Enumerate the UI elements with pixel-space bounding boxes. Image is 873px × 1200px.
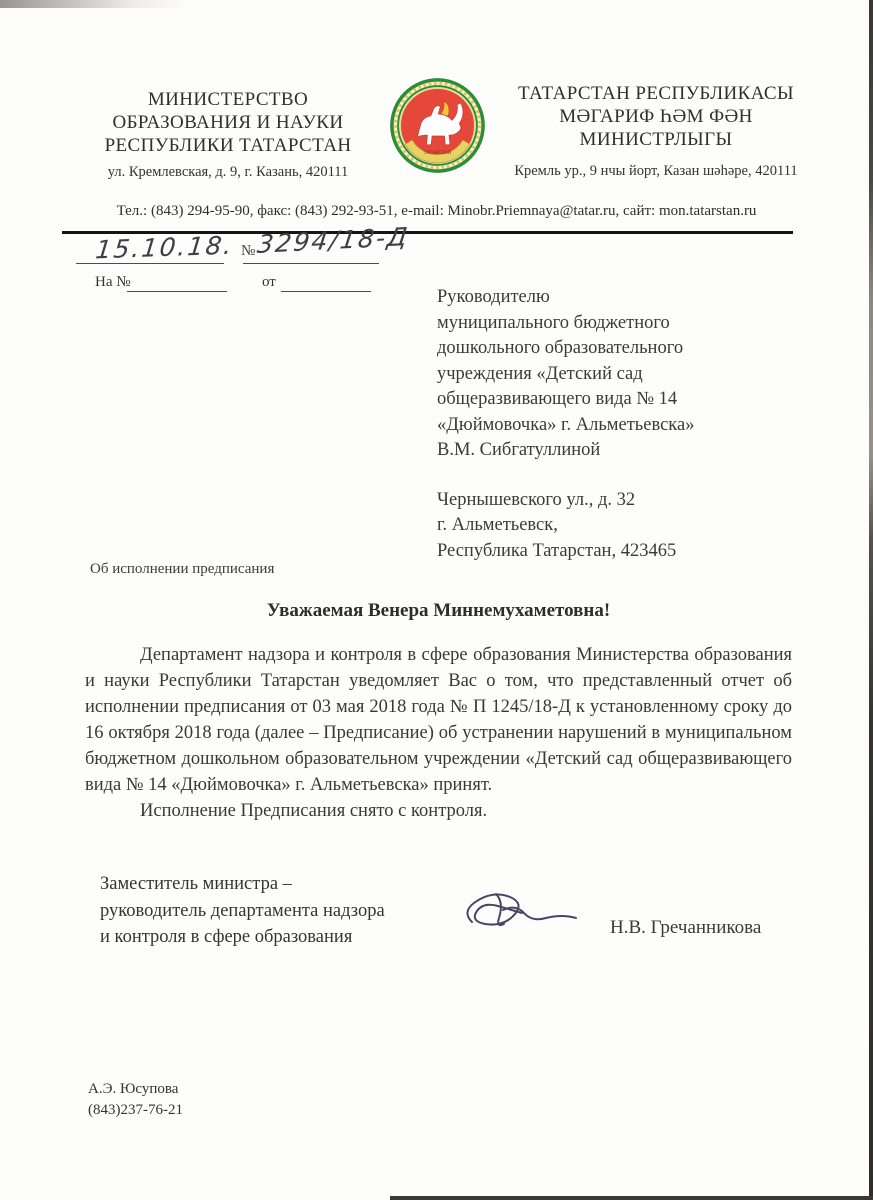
ministry-name-ru-line2: ОБРАЗОВАНИЯ И НАУКИ <box>112 112 344 133</box>
handwritten-date: 15.10.18. <box>94 230 236 265</box>
subject-line: Об исполнении предписания <box>90 561 275 577</box>
recipient-line: учреждения «Детский сад <box>437 363 643 384</box>
scan-artifact-right-edge <box>869 0 873 1200</box>
emblem-band-text: ТАТАРСТАН <box>423 151 452 157</box>
recipient-line: дошкольного образовательного <box>437 338 684 358</box>
body-paragraph-2: Исполнение Предписания снято с контроля. <box>140 801 488 821</box>
ministry-name-tt-line3: МИНИСТРЛЫГЫ <box>579 129 733 150</box>
handwritten-number: 3294/18-Д <box>255 222 411 259</box>
scan-artifact-top-edge <box>0 0 190 8</box>
ministry-name-tt-line1: ТАТАРСТАН РЕСПУБЛИКАСЫ <box>518 83 794 104</box>
signer-position-line: руководитель департамента надзора <box>100 900 385 921</box>
number-underline <box>243 263 379 264</box>
letter-body <box>85 642 792 824</box>
signer-position-block <box>100 871 385 951</box>
recipient-line: В.М. Сибгатуллиной <box>437 440 601 460</box>
recipient-block <box>437 285 782 564</box>
reply-from-label: от <box>262 274 276 290</box>
body-paragraph-1: Департамент надзора и контроля в сфере образования Министерства образования и науки Республики Татарстан уведомляет Вас о том, что представленный отчет об исполнении предписания от 03 мая 2018 года № П 1245/18-Д к установленному сроку до 16 октября 2018 года (далее – Предписание) об устранении нарушений в муниципальном бюджетном дошкольном образовательном учреждении «Детский сад общеразвивающего вида № 14 «Дюймовочка» г. Альметьевска» принят. <box>85 645 792 795</box>
tatarstan-coat-of-arms-icon <box>389 77 486 174</box>
recipient-line: Руководителю <box>437 287 550 307</box>
executor-name: А.Э. Юсупова <box>88 1081 179 1097</box>
ministry-address-tatar: Кремль ур., 9 нчы йорт, Казан шәһәре, 420111 <box>514 163 798 179</box>
signer-position-line: и контроля в сфере образования <box>100 927 353 947</box>
reply-number-underline <box>127 291 227 292</box>
executor-phone: (843)237-76-21 <box>88 1102 183 1118</box>
recipient-address-line: Республика Татарстан, 423465 <box>437 540 677 561</box>
reply-to-label: На № <box>95 274 131 290</box>
recipient-address-line: Чернышевского ул., д. 32 <box>437 489 636 510</box>
signer-name: Н.В. Гречанникова <box>610 917 762 938</box>
recipient-address-line: г. Альметьевск, <box>437 515 558 535</box>
signer-position-line: Заместитель министра – <box>100 874 292 894</box>
ministry-name-russian <box>88 88 368 157</box>
recipient-line: «Дюймовочка» г. Альметьевска» <box>437 414 695 435</box>
handwritten-signature <box>458 880 593 952</box>
ministry-name-ru-line3: РЕСПУБЛИКИ ТАТАРСТАН <box>104 135 352 156</box>
ministry-address-russian: ул. Кремлевская, д. 9, г. Казань, 420111 <box>107 164 349 180</box>
scan-artifact-bottom-edge <box>390 1196 873 1200</box>
number-sign: № <box>241 243 256 259</box>
date-underline <box>76 263 224 264</box>
executor-block <box>88 1079 183 1121</box>
ministry-name-tt-line2: МӘГАРИФ ҺӘМ ФӘН <box>559 106 753 127</box>
reply-date-underline <box>281 291 371 292</box>
ministry-name-ru-line1: МИНИСТЕРСТВО <box>147 89 309 110</box>
ministry-name-tatar <box>476 82 836 151</box>
recipient-line: муниципального бюджетного <box>437 312 670 333</box>
recipient-line: общеразвивающего вида № 14 <box>437 389 678 409</box>
contact-line: Тел.: (843) 294-95-90, факс: (843) 292-93-51, e-mail: Minobr.Priemnaya@tatar.ru, сайт: mon.tatarstan.ru <box>116 203 757 219</box>
salutation: Уважаемая Венера Миннемухаметовна! <box>266 600 611 621</box>
